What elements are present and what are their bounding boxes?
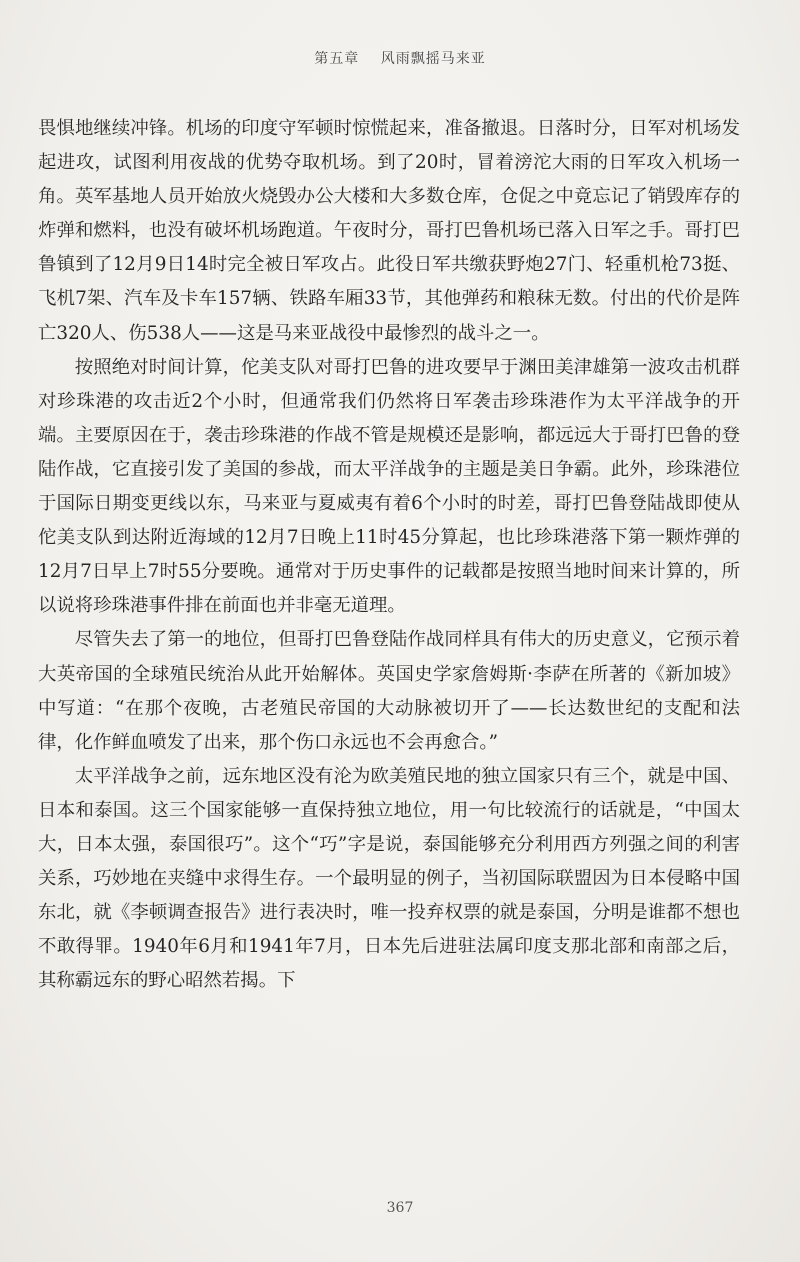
body-text bbox=[38, 112, 740, 998]
paragraph-continued: 畏惧地继续冲锋。机场的印度守军顿时惊慌起来，准备撤退。日落时分，日军对机场发起进攻，试图利用夜战的优势夺取机场。到了20时，冒着滂沱大雨的日军攻入机场一角。英军基地人员开始放火烧毁办公大楼和大多数仓库，仓促之中竟忘记了销毁库存的炸弹和燃料，也没有破坏机场跑道。午夜时分，哥打巴鲁机场已落入日军之手。哥打巴鲁镇到了12月9日14时完全被日军攻占。此役日军共缴获野炮27门、轻重机枪73挺、飞机7架、汽车及卡车157辆、铁路车厢33节，其他弹药和粮秣无数。付出的代价是阵亡320人、伤538人——这是马来亚战役中最惨烈的战斗之一。 bbox=[38, 118, 740, 344]
paragraph: 按照绝对时间计算，佗美支队对哥打巴鲁的进攻要早于渊田美津雄第一波攻击机群对珍珠港的攻击近2个小时，但通常我们仍然将日军袭击珍珠港作为太平洋战争的开端。主要原因在于，袭击珍珠港的作战不管是规模还是影响，都远远大于哥打巴鲁的登陆作战，它直接引发了美国的参战，而太平洋战争的主题是美日争霸。此外，珍珠港位于国际日期变更线以东，马来亚与夏威夷有着6个小时的时差，哥打巴鲁登陆战即使从佗美支队到达附近海域的12月7日晚上11时45分算起，也比珍珠港落下第一颗炸弹的12月7日早上7时55分要晚。通常对于历史事件的记载都是按照当地时间来计算的，所以说将珍珠港事件排在前面也并非毫无道理。 bbox=[38, 356, 740, 617]
paragraph: 尽管失去了第一的地位，但哥打巴鲁登陆作战同样具有伟大的历史意义，它预示着大英帝国的全球殖民统治从此开始解体。英国史学家詹姆斯·李萨在所著的《新加坡》中写道：“在那个夜晚，古老殖民帝国的大动脉被切开了——长达数世纪的支配和法律，化作鲜血喷发了出来，那个伤口永远也不会再愈合。” bbox=[38, 629, 740, 753]
page-number: 367 bbox=[386, 1200, 414, 1216]
chapter-title: 风雨飘摇马来亚 bbox=[380, 51, 486, 67]
chapter-number: 第五章 bbox=[314, 51, 360, 67]
paragraph: 太平洋战争之前，远东地区没有沦为欧美殖民地的独立国家只有三个，就是中国、日本和泰国。这三个国家能够一直保持独立地位，用一句比较流行的话就是，“中国太大，日本太强，泰国很巧”。这个“巧”字是说，泰国能够充分利用西方列强之间的利害关系，巧妙地在夹缝中求得生存。一个最明显的例子，当初国际联盟因为日本侵略中国东北，就《李顿调查报告》进行表决时，唯一投弃权票的就是泰国，分明是谁都不想也不敢得罪。1940年6月和1941年7月，日本先后进驻法属印度支那北部和南部之后，其称霸远东的野心昭然若揭。下 bbox=[38, 765, 740, 992]
running-header bbox=[0, 48, 800, 68]
